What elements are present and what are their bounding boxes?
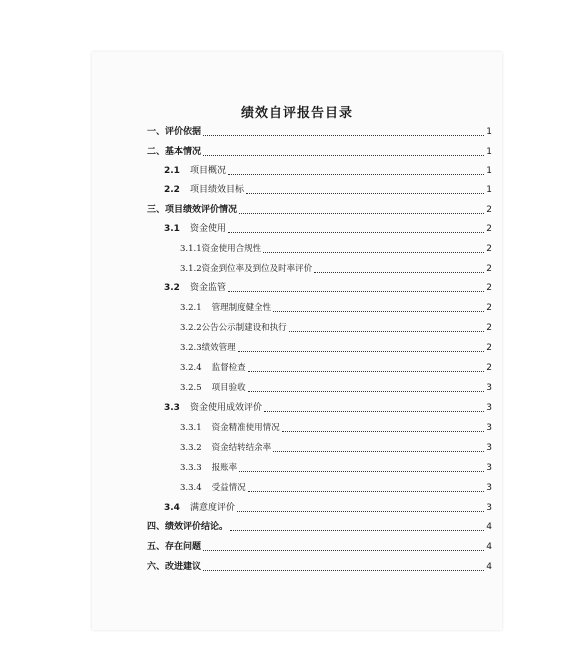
- toc-entry-number: 3.4: [164, 503, 180, 513]
- toc-entry-text: 五、存在问题: [147, 542, 202, 552]
- toc-page-number: 1: [486, 127, 492, 137]
- toc-entry: [147, 562, 492, 573]
- toc-entry-text: 项目绩效目标: [189, 185, 244, 195]
- toc-entry: [180, 483, 492, 494]
- toc-entry-number: 3.2.5: [180, 383, 202, 393]
- dot-leader: [248, 371, 485, 372]
- toc-entry: [164, 166, 492, 177]
- dot-leader: [264, 411, 484, 412]
- dot-leader: [273, 451, 484, 452]
- dot-leader: [203, 155, 484, 156]
- toc-entry: [147, 542, 492, 553]
- toc-entry: [147, 522, 492, 533]
- dot-leader: [239, 213, 484, 214]
- toc-page-number: 3: [486, 423, 492, 433]
- toc-page-number: 4: [486, 542, 492, 552]
- dot-leader: [228, 232, 484, 233]
- toc-entry-number: 3.3: [164, 403, 180, 413]
- toc-entry-number: 2.2: [164, 185, 180, 195]
- dot-leader: [228, 291, 484, 292]
- toc-page-number: 1: [486, 185, 492, 195]
- toc-page-number: 4: [486, 522, 492, 532]
- toc-entry-text: 资金使用成效评价: [189, 403, 262, 413]
- toc-entry: [180, 363, 492, 374]
- toc-entry: [180, 244, 492, 255]
- toc-entry-text: 3.2.2公告公示制建设和执行: [180, 323, 287, 333]
- toc-entry-number: 2.1: [164, 166, 180, 176]
- toc-page-number: 2: [486, 205, 492, 215]
- toc-entry-number: 3.2.4: [180, 363, 202, 373]
- toc-entry: [164, 283, 492, 294]
- dot-leader: [239, 471, 484, 472]
- toc-entry-text: 资金使用: [189, 224, 226, 234]
- toc-entry: [180, 303, 492, 314]
- toc-entry-number: 3.3.1: [180, 423, 202, 433]
- toc-entry-number: 3.3.2: [180, 443, 202, 453]
- dot-leader: [263, 252, 484, 253]
- toc-entry-text: 六、改进建议: [147, 562, 202, 572]
- toc-page-number: 2: [486, 343, 492, 353]
- toc-entry: [180, 463, 492, 474]
- toc-page-number: 2: [486, 303, 492, 313]
- toc-entry: [147, 127, 492, 138]
- dot-leader: [238, 351, 485, 352]
- toc-entry: [180, 343, 492, 354]
- dot-leader: [248, 391, 485, 392]
- dot-leader: [273, 311, 484, 312]
- dot-leader: [203, 550, 484, 551]
- document-title: 绩效自评报告目录: [240, 106, 353, 121]
- dot-leader: [314, 272, 484, 273]
- toc-page-number: 3: [486, 463, 492, 473]
- toc-entry: [164, 224, 492, 235]
- toc-entry-number: 3.2: [164, 283, 180, 293]
- dot-leader: [228, 174, 484, 175]
- dot-leader: [289, 331, 485, 332]
- toc-entry-number: 3.3.4: [180, 483, 202, 493]
- toc-page-number: 3: [486, 403, 492, 413]
- toc-entry-text: 监督检查: [211, 363, 246, 373]
- dot-leader: [203, 135, 484, 136]
- dot-leader: [282, 431, 485, 432]
- toc-entry: [147, 205, 492, 216]
- toc-entry-text: 满意度评价: [189, 503, 235, 513]
- toc-entry: [180, 423, 492, 434]
- toc-entry-text: 管理制度健全性: [211, 303, 272, 313]
- toc-entry-text: 四、绩效评价结论。: [147, 522, 229, 532]
- toc-entry-text: 报账率: [211, 463, 238, 473]
- toc-page-number: 2: [486, 264, 492, 274]
- toc-page-number: 4: [486, 562, 492, 572]
- toc-page-number: 3: [486, 383, 492, 393]
- toc-entry-text: 二、基本情况: [147, 147, 202, 157]
- toc-page-number: 2: [486, 244, 492, 254]
- toc-page-number: 3: [486, 443, 492, 453]
- toc-entry-text: 资金精准使用情况: [211, 423, 280, 433]
- dot-leader: [203, 570, 484, 571]
- toc-entry: [180, 443, 492, 454]
- dot-leader: [230, 530, 484, 531]
- toc-entry-text: 受益情况: [211, 483, 246, 493]
- toc-page-number: 3: [486, 503, 492, 513]
- toc-entry: [147, 147, 492, 158]
- toc-page-number: 1: [486, 166, 492, 176]
- dot-leader: [246, 193, 484, 194]
- toc-entry-text: 3.2.3绩效管理: [180, 343, 236, 353]
- toc-entry: [180, 383, 492, 394]
- toc-entry-text: 项目概况: [189, 166, 226, 176]
- toc-entry-text: 3.1.1资金使用合规性: [180, 244, 262, 254]
- toc-entry-text: 项目验收: [211, 383, 246, 393]
- toc-entry-number: 3.2.1: [180, 303, 202, 313]
- toc-entry-text: 3.1.2资金到位率及到位及时率评价: [180, 264, 313, 274]
- dot-leader: [248, 491, 485, 492]
- toc-page-number: 3: [486, 483, 492, 493]
- toc-entry: [180, 323, 492, 334]
- toc-page-number: 2: [486, 283, 492, 293]
- toc-entry-text: 资金监管: [189, 283, 226, 293]
- toc-page-number: 1: [486, 147, 492, 157]
- dot-leader: [237, 511, 484, 512]
- toc-page-number: 2: [486, 224, 492, 234]
- toc-entry: [164, 503, 492, 514]
- toc-entry-text: 一、评价依据: [147, 127, 202, 137]
- toc-entry-number: 3.3.3: [180, 463, 202, 473]
- toc-entry: [180, 264, 492, 275]
- toc-entry-text: 资金结转结余率: [211, 443, 272, 453]
- toc-entry-text: 三、项目绩效评价情况: [147, 205, 238, 215]
- toc-page-number: 2: [486, 323, 492, 333]
- document-page: [92, 52, 502, 630]
- toc-entry: [164, 403, 492, 414]
- toc-entry-number: 3.1: [164, 224, 180, 234]
- toc-page-number: 2: [486, 363, 492, 373]
- toc-entry: [164, 185, 492, 196]
